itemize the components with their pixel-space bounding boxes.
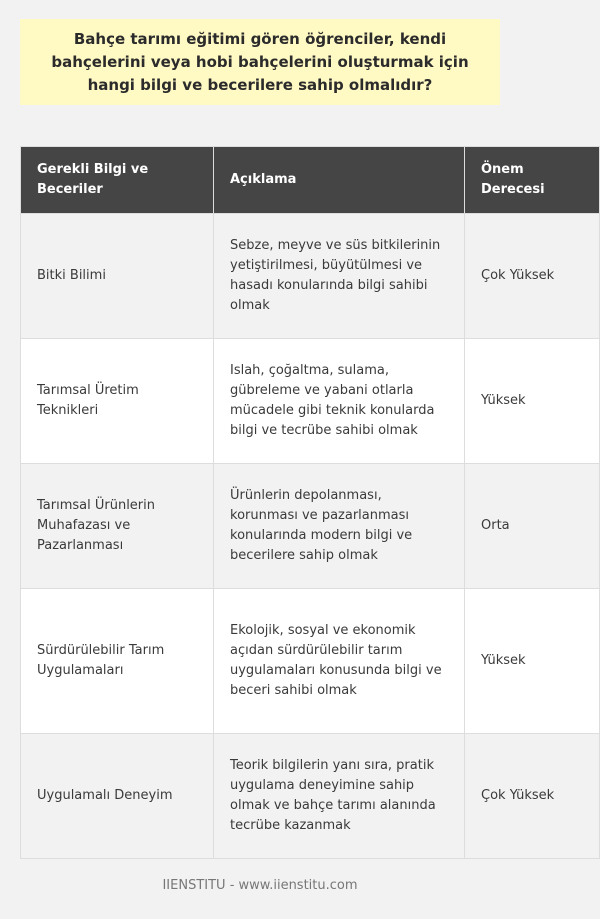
row-importance: Çok Yüksek [465, 734, 600, 859]
table-row [21, 214, 600, 339]
row-description: Islah, çoğaltma, sulama, gübreleme ve yabani otlarla mücadele gibi teknik konularda bilgi ve tecrübe sahibi olmak [214, 339, 465, 464]
table-header-row [21, 147, 600, 214]
footer-credit: IIENSTITU - www.iienstitu.com [162, 878, 358, 893]
row-description: Sebze, meyve ve süs bitkilerinin yetiştirilmesi, büyütülmesi ve hasadı konularında bilgi sahibi olmak [214, 214, 465, 339]
table-row [21, 589, 600, 734]
question-text: Bahçe tarımı eğitimi gören öğrenciler, kendi bahçelerini veya hobi bahçelerini oluşturmak için hangi bilgi ve becerilere sahip olmalıdır? [51, 29, 469, 94]
skills-table [20, 146, 600, 859]
table-row [21, 464, 600, 589]
row-importance: Yüksek [465, 589, 600, 734]
question-banner [20, 19, 500, 105]
row-skill: Uygulamalı Deneyim [21, 734, 214, 859]
table-row [21, 339, 600, 464]
header-description: Açıklama [214, 147, 465, 214]
header-importance: Önem Derecesi [465, 147, 600, 214]
row-description: Ekolojik, sosyal ve ekonomik açıdan sürdürülebilir tarım uygulamaları konusunda bilgi ve beceri sahibi olmak [214, 589, 465, 734]
row-importance: Yüksek [465, 339, 600, 464]
row-skill: Tarımsal Üretim Teknikleri [21, 339, 214, 464]
row-description: Teorik bilgilerin yanı sıra, pratik uygulama deneyimine sahip olmak ve bahçe tarımı alanında tecrübe kazanmak [214, 734, 465, 859]
row-skill: Bitki Bilimi [21, 214, 214, 339]
table-row [21, 734, 600, 859]
row-skill: Tarımsal Ürünlerin Muhafazası ve Pazarlanması [21, 464, 214, 589]
row-importance: Çok Yüksek [465, 214, 600, 339]
row-skill: Sürdürülebilir Tarım Uygulamaları [21, 589, 214, 734]
header-skill: Gerekli Bilgi ve Beceriler [21, 147, 214, 214]
row-description: Ürünlerin depolanması, korunması ve pazarlanması konularında modern bilgi ve becerilere sahip olmak [214, 464, 465, 589]
row-importance: Orta [465, 464, 600, 589]
